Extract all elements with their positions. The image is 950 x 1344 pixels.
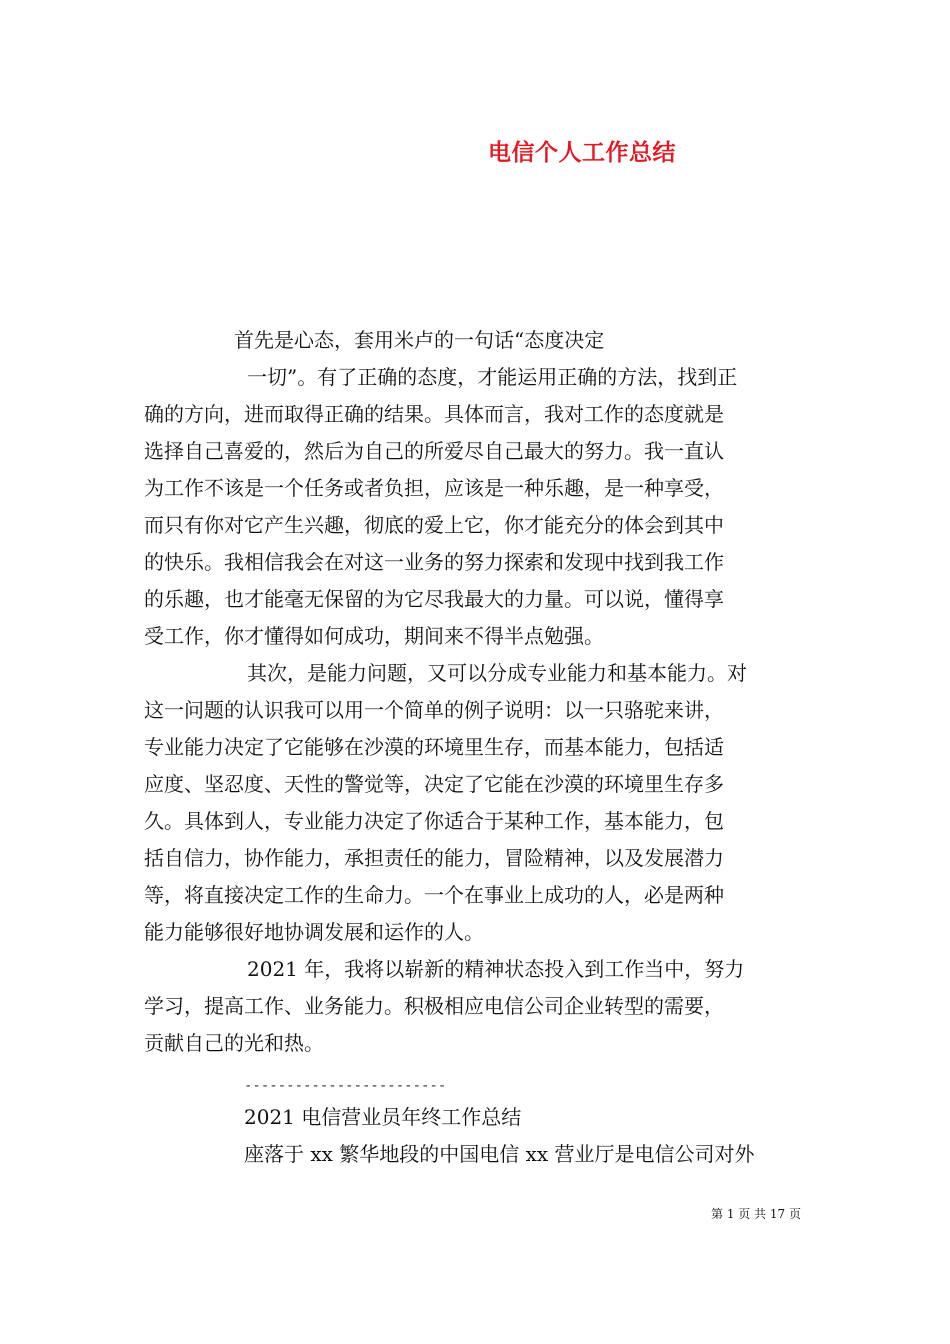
paragraph-line: 这一问题的认识我可以用一个简单的例子说明：以一只骆驼来讲，: [144, 698, 724, 722]
paragraph-line: 贡献自己的光和热。: [144, 1031, 324, 1055]
paragraph-line: 2021 年，我将以崭新的精神状态投入到工作当中，努力: [247, 957, 745, 981]
paragraph-line: 能力能够很好地协调发展和运作的人。: [144, 920, 484, 944]
paragraph-line: 应度、坚忍度、天性的警觉等，决定了它能在沙漠的环境里生存多: [144, 772, 724, 796]
paragraph-line: 括自信力，协作能力，承担责任的能力，冒险精神，以及发展潜力: [144, 846, 724, 870]
paragraph-line: 一切”。有了正确的态度，才能运用正确的方法，找到正: [247, 365, 738, 389]
paragraph-line: 专业能力决定了它能够在沙漠的环境里生存，而基本能力，包括适: [144, 735, 724, 759]
paragraph-line: 的乐趣，也才能毫无保留的为它尽我最大的力量。可以说，懂得享: [144, 587, 724, 611]
paragraph-line: 其次，是能力问题，又可以分成专业能力和基本能力。对: [247, 661, 747, 685]
paragraph-line: 而只有你对它产生兴趣，彻底的爱上它，你才能充分的体会到其中: [144, 513, 724, 537]
paragraph-line: 首先是心态，套用米卢的一句话“态度决定: [234, 328, 605, 352]
paragraph-line: 座落于 xx 繁华地段的中国电信 xx 营业厅是电信公司对外: [244, 1142, 755, 1166]
separator-line: ------------------------: [244, 1078, 447, 1094]
paragraph-line: 为工作不该是一个任务或者负担，应该是一种乐趣，是一种享受，: [144, 476, 724, 500]
paragraph-line: 选择自己喜爱的，然后为自己的所爱尽自己最大的努力。我一直认: [144, 439, 724, 463]
paragraph-line: 的快乐。我相信我会在对这一业务的努力探索和发现中找到我工作: [144, 550, 724, 574]
paragraph-line: 等，将直接决定工作的生命力。一个在事业上成功的人，必是两种: [144, 883, 724, 907]
paragraph-line: 受工作，你才懂得如何成功，期间来不得半点勉强。: [144, 624, 604, 648]
paragraph-line: 学习，提高工作、业务能力。积极相应电信公司企业转型的需要，: [144, 994, 724, 1018]
document-title: 电信个人工作总结: [488, 139, 676, 166]
paragraph-line: 确的方向，进而取得正确的结果。具体而言，我对工作的态度就是: [144, 402, 724, 426]
next-section-title: 2021 电信营业员年终工作总结: [244, 1105, 522, 1129]
paragraph-line: 久。具体到人，专业能力决定了你适合于某种工作，基本能力，包: [144, 809, 724, 833]
page-number: 第 1 页 共 17 页: [711, 1207, 801, 1221]
